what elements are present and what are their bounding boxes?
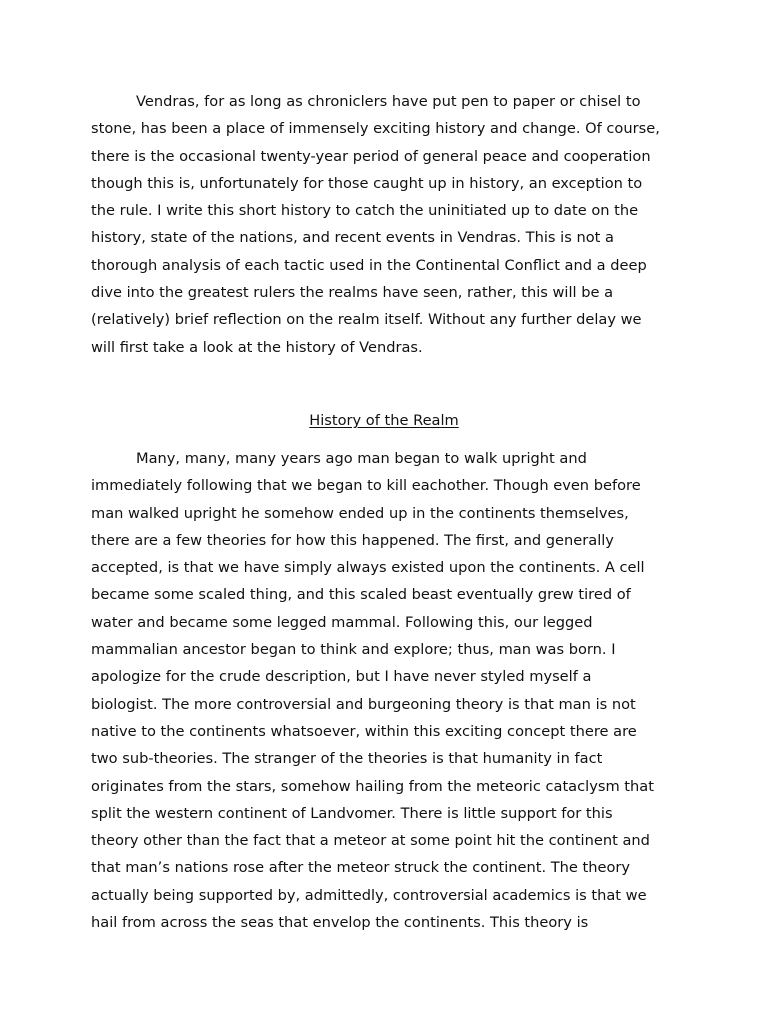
text-line: man walked upright he somehow ended up in the continents themselves, — [91, 504, 629, 522]
text-line: will first take a look at the history of Vendras. — [91, 338, 423, 356]
intro-paragraph-text — [91, 88, 691, 361]
text-line: immediately following that we began to kill eachother. Though even before — [91, 477, 641, 495]
text-line: apologize for the crude description, but I have never styled myself a — [91, 668, 592, 686]
history-paragraph-text — [91, 445, 691, 936]
text-line: actually being supported by, admittedly, controversial academics is that we — [91, 886, 647, 904]
text-line: mammalian ancestor began to think and explore; thus, man was born. I — [91, 641, 616, 659]
section-heading-text: History of the Realm — [309, 412, 459, 429]
text-line: stone, has been a place of immensely exciting history and change. Of course, — [91, 120, 660, 138]
text-line: dive into the greatest rulers the realms have seen, rather, this will be a — [91, 284, 614, 302]
text-line: hail from across the seas that envelop the continents. This theory is — [91, 914, 589, 932]
text-line: native to the continents whatsoever, within this exciting concept there are — [91, 722, 637, 740]
text-line: originates from the stars, somehow hailing from the meteoric cataclysm that — [91, 777, 654, 795]
text-line: water and became some legged mammal. Following this, our legged — [91, 613, 593, 631]
text-line: history, state of the nations, and recent events in Vendras. This is not a — [91, 229, 614, 247]
text-line: Many, many, many years ago man began to walk upright and — [136, 450, 587, 467]
intro-paragraph — [91, 88, 691, 361]
text-line: two sub-theories. The stranger of the theories is that humanity in fact — [91, 750, 603, 768]
text-line: accepted, is that we have simply always existed upon the continents. A cell — [91, 559, 645, 577]
history-paragraph — [91, 445, 691, 936]
text-line: thorough analysis of each tactic used in the Continental Conflict and a deep — [91, 256, 647, 274]
text-line: (relatively) brief reflection on the realm itself. Without any further delay we — [91, 311, 642, 329]
section-heading — [0, 407, 768, 434]
text-line: that man’s nations rose after the meteor struck the continent. The theory — [91, 859, 631, 877]
text-line: biologist. The more controversial and burgeoning theory is that man is not — [91, 695, 636, 713]
text-line: there is the occasional twenty-year period of general peace and cooperation — [91, 147, 651, 165]
text-line: became some scaled thing, and this scaled beast eventually grew tired of — [91, 586, 631, 604]
text-line: theory other than the fact that a meteor at some point hit the continent and — [91, 832, 650, 850]
text-line: the rule. I write this short history to catch the uninitiated up to date on the — [91, 202, 639, 220]
text-line: split the western continent of Landvomer. There is little support for this — [91, 804, 613, 822]
text-line: Vendras, for as long as chroniclers have put pen to paper or chisel to — [136, 93, 641, 110]
text-line: though this is, unfortunately for those caught up in history, an exception to — [91, 174, 643, 192]
text-line: there are a few theories for how this happened. The first, and generally — [91, 531, 614, 549]
